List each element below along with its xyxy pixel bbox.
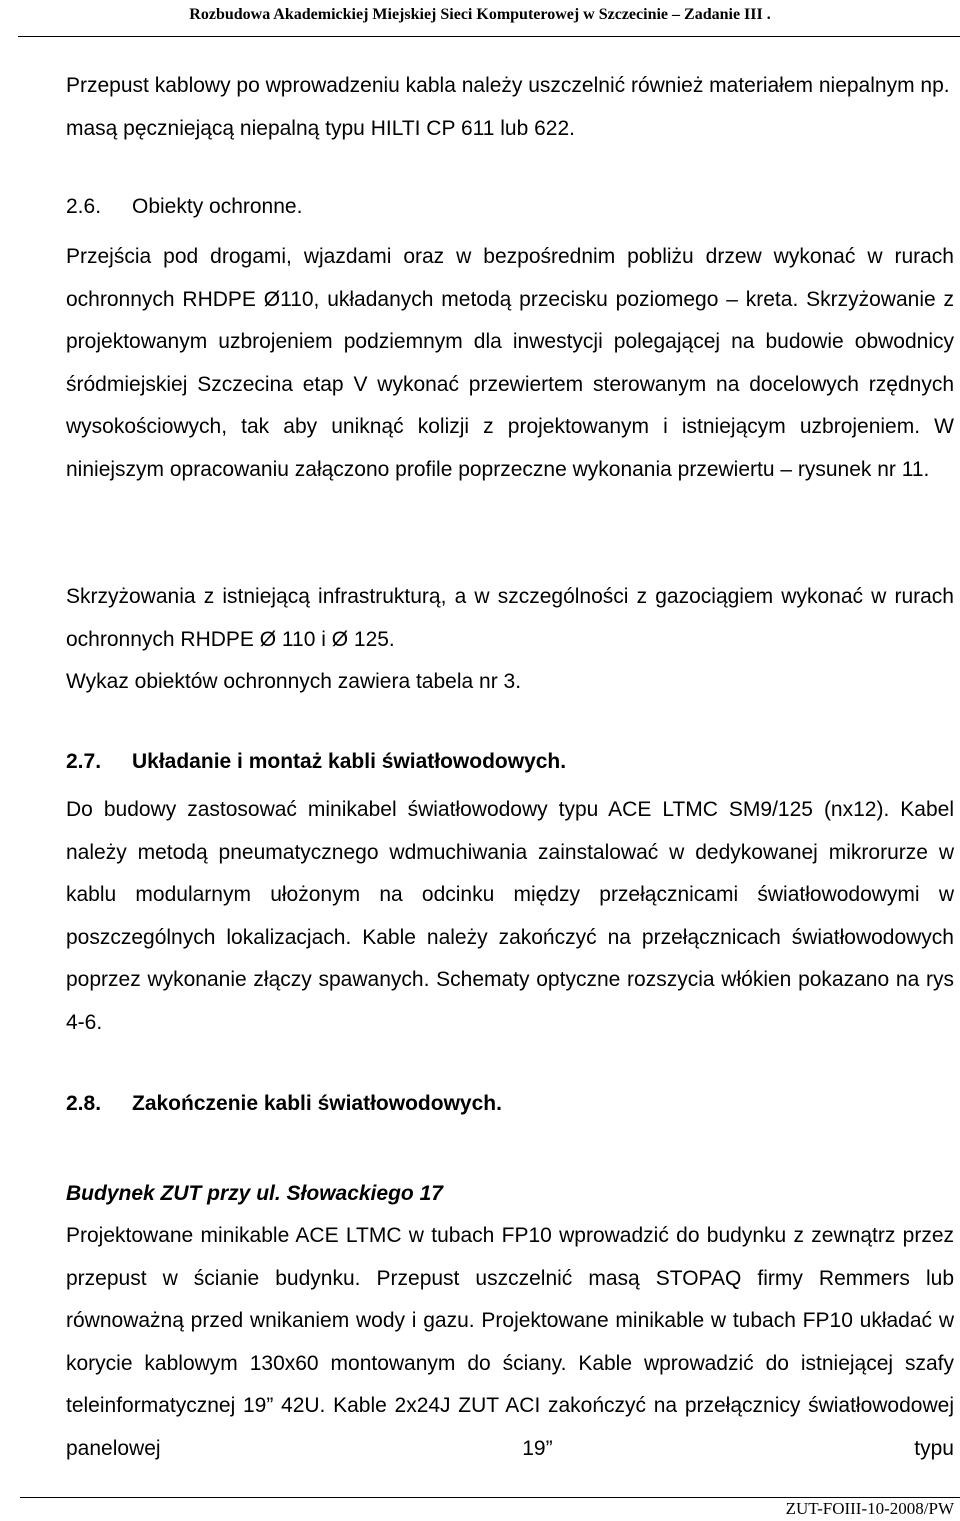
section-number: 2.8. xyxy=(66,1092,102,1115)
paragraph-road-crossings: Przejścia pod drogami, wjazdami oraz w bezpośrednim pobliżu drzew wykonać w rurach ochronnych RHDPE Ø110, układanych metodą przecisku poziomego – kreta. Skrzyżowanie z projektowanym uzbrojeniem podziemnym dla inwestycji polegającej na budowie obwodnicy śródmiejskiej Szczecina etap V wykonać przewiertem sterowanym na docelowych rzędnych wysokościowych, tak aby uniknąć kolizji z projektowanym i istniejącym uzbrojeniem. W niniejszym opracowaniu załączono profile poprzeczne wykonania przewiertu – rysunek nr 11. xyxy=(66,245,954,481)
paragraph-fiber-installation: Do budowy zastosować minikabel światłowodowy typu ACE LTMC SM9/125 (nx12). Kabel należy metodą pneumatycznego wdmuchiwania zainstalować w dedykowanej mikrorurze w kablu modularnym ułożonym na odcinku między przełącznicami światłowodowymi w poszczególnych lokalizacjach. Kable należy zakończyć na przełącznicach światłowodowych poprzez wykonanie złączy spawanych. Schematy optyczne rozszycia włókien pokazano na rys 4-6. xyxy=(66,798,954,1034)
section-heading-2-6 xyxy=(66,186,302,228)
paragraph-cable-seal: Przepust kablowy po wprowadzeniu kabla należy uszczelnić również materiałem niepalnym np. masą pęczniejącą niepalną typu HILTI CP 611 lub 622. xyxy=(66,74,950,140)
section-heading-2-7 xyxy=(66,741,566,783)
section-number: 2.7. xyxy=(66,750,102,773)
section-number: 2.6. xyxy=(66,195,102,218)
section-title: Obiekty ochronne. xyxy=(132,195,303,218)
paragraph-protection-table: Wykaz obiektów ochronnych zawiera tabela nr 3. xyxy=(66,670,522,693)
section-title: Układanie i montaż kabli światłowodowych. xyxy=(132,750,567,773)
footer-divider xyxy=(20,1497,960,1498)
page-header-title: Rozbudowa Akademickiej Miejskiej Sieci Komputerowej w Szczecinie – Zadanie III . xyxy=(189,6,771,23)
section-heading-2-8 xyxy=(66,1083,502,1125)
header-divider xyxy=(18,36,960,37)
footer-document-code: ZUT-FOIII-10-2008/PW xyxy=(785,1499,954,1518)
paragraph-gas-crossings: Skrzyżowania z istniejącą infrastrukturą, a w szczególności z gazociągiem wykonać w rurach ochronnych RHDPE Ø 110 i Ø 125. xyxy=(66,585,954,651)
building-subheading: Budynek ZUT przy ul. Słowackiego 17 xyxy=(66,1182,443,1205)
section-title: Zakończenie kabli światłowodowych. xyxy=(132,1092,502,1115)
paragraph-building-details: Projektowane minikable ACE LTMC w tubach FP10 wprowadzić do budynku z zewnątrz przez przepust w ścianie budynku. Przepust uszczelnić masą STOPAQ firmy Remmers lub równoważną przed wnikaniem wody i gazu. Projektowane minikable w tubach FP10 układać w korycie kablowym 130x60 montowanym do ściany. Kable wprowadzić do istniejącej szafy teleinformatycznej 19” 42U. Kable 2x24J ZUT ACI zakończyć na przełącznicy światłowodowej panelowej 19” typu xyxy=(66,1224,954,1460)
